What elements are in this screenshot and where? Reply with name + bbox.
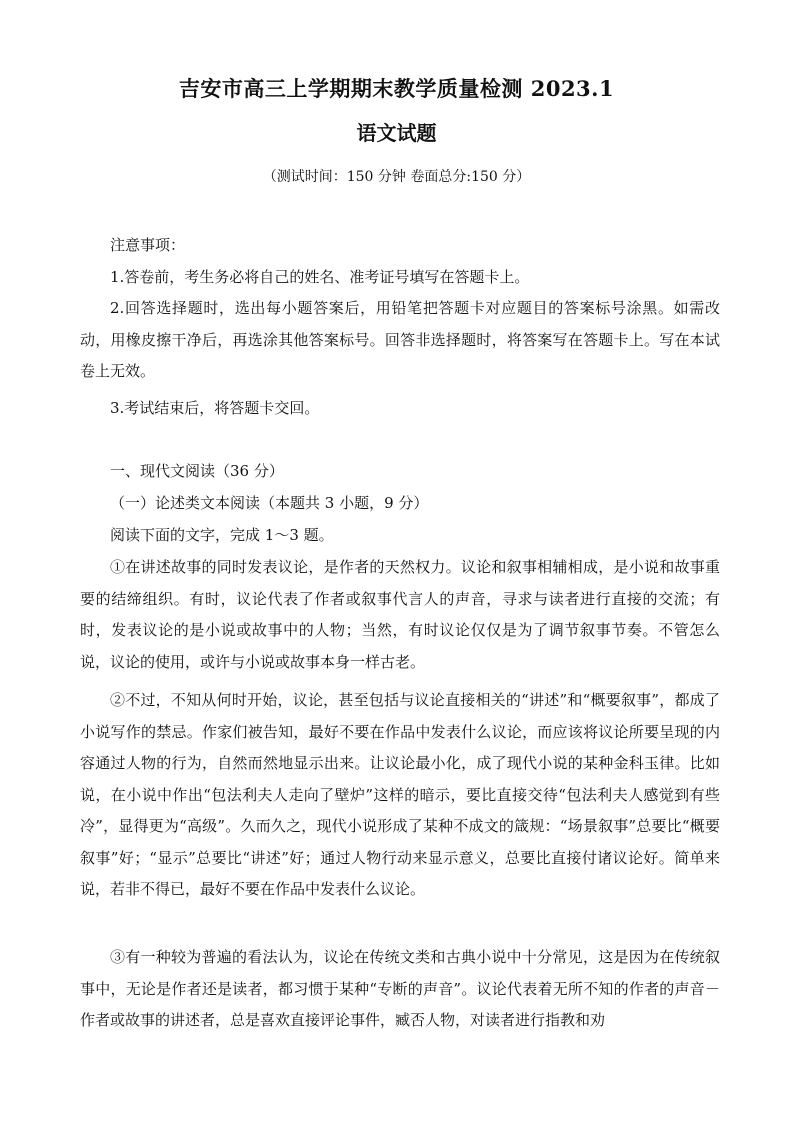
exam-title: 吉安市高三上学期期末教学质量检测 2023.1	[178, 76, 615, 101]
passage-paragraph-2: ②不过，不知从何时开始，议论，甚至包括与议论直接相关的“讲述”和“概要叙事”，都成了小说写作的禁忌。作家们被告知，最好不要在作品中发表什么议论，而应该将议论所要呈现的内容通过人物的行为，自然而然地显示出来。让议论最小化，成了现代小说的某种金科玉律。比如说，在小说中作出“包法利夫人走向了壁炉”这样的暗示，要比直接交待“包法利夫人感觉到有些冷”，显得更为“高级”。久而久之，现代小说形成了某种不成文的箴规：“场景叙事”总要比“概要叙事”好；“显示”总要比“讲述”好；通过人物行动来显示意义，总要比直接付诸议论好。简单来说，若非不得已，最好不要在作品中发表什么议论。	[80, 691, 720, 898]
exam-time-info: （测试时间：150 分钟 卷面总分:150 分）	[262, 169, 531, 185]
exam-subtitle: 语文试题	[356, 121, 437, 145]
reading-instruction: 阅读下面的文字，完成 1～3 题。	[110, 526, 334, 544]
section-subheading: （一）论述类文本阅读（本题共 3 小题，9 分）	[110, 494, 429, 512]
section-heading: 一、现代文阅读（36 分）	[110, 462, 284, 480]
notice-item-2: 2.回答选择题时，选出每小题答案后，用铅笔把答题卡对应题目的答案标号涂黑。如需改动，用橡皮擦干净后，再选涂其他答案标号。回答非选择题时，将答案写在答题卡上。写在本试卷上无效。	[80, 299, 720, 380]
notice-heading: 注意事项：	[110, 236, 186, 254]
notice-item-1: 1.答卷前，考生务必将自己的姓名、准考证号填写在答题卡上。	[110, 268, 530, 286]
notice-item-3: 3.考试结束后，将答题卡交回。	[110, 399, 320, 417]
passage-paragraph-3: ③有一种较为普遍的看法认为，议论在传统文类和古典小说中十分常见，这是因为在传统叙事中，无论是作者还是读者，都习惯于某种“专断的声音”。议论代表着无所不知的作者的声音－作者或故事的讲述者，总是喜欢直接评论事件，臧否人物，对读者进行指教和劝	[80, 948, 720, 1029]
passage-paragraph-1: ①在讲述故事的同时发表议论，是作者的天然权力。议论和叙事相辅相成，是小说和故事重要的结缔组织。有时，议论代表了作者或叙事代言人的声音，寻求与读者进行直接的交流；有时，发表议论的是小说或故事中的人物；当然，有时议论仅仅是为了调节叙事节奏。不管怎么说，议论的使用，或许与小说或故事本身一样古老。	[80, 558, 720, 671]
